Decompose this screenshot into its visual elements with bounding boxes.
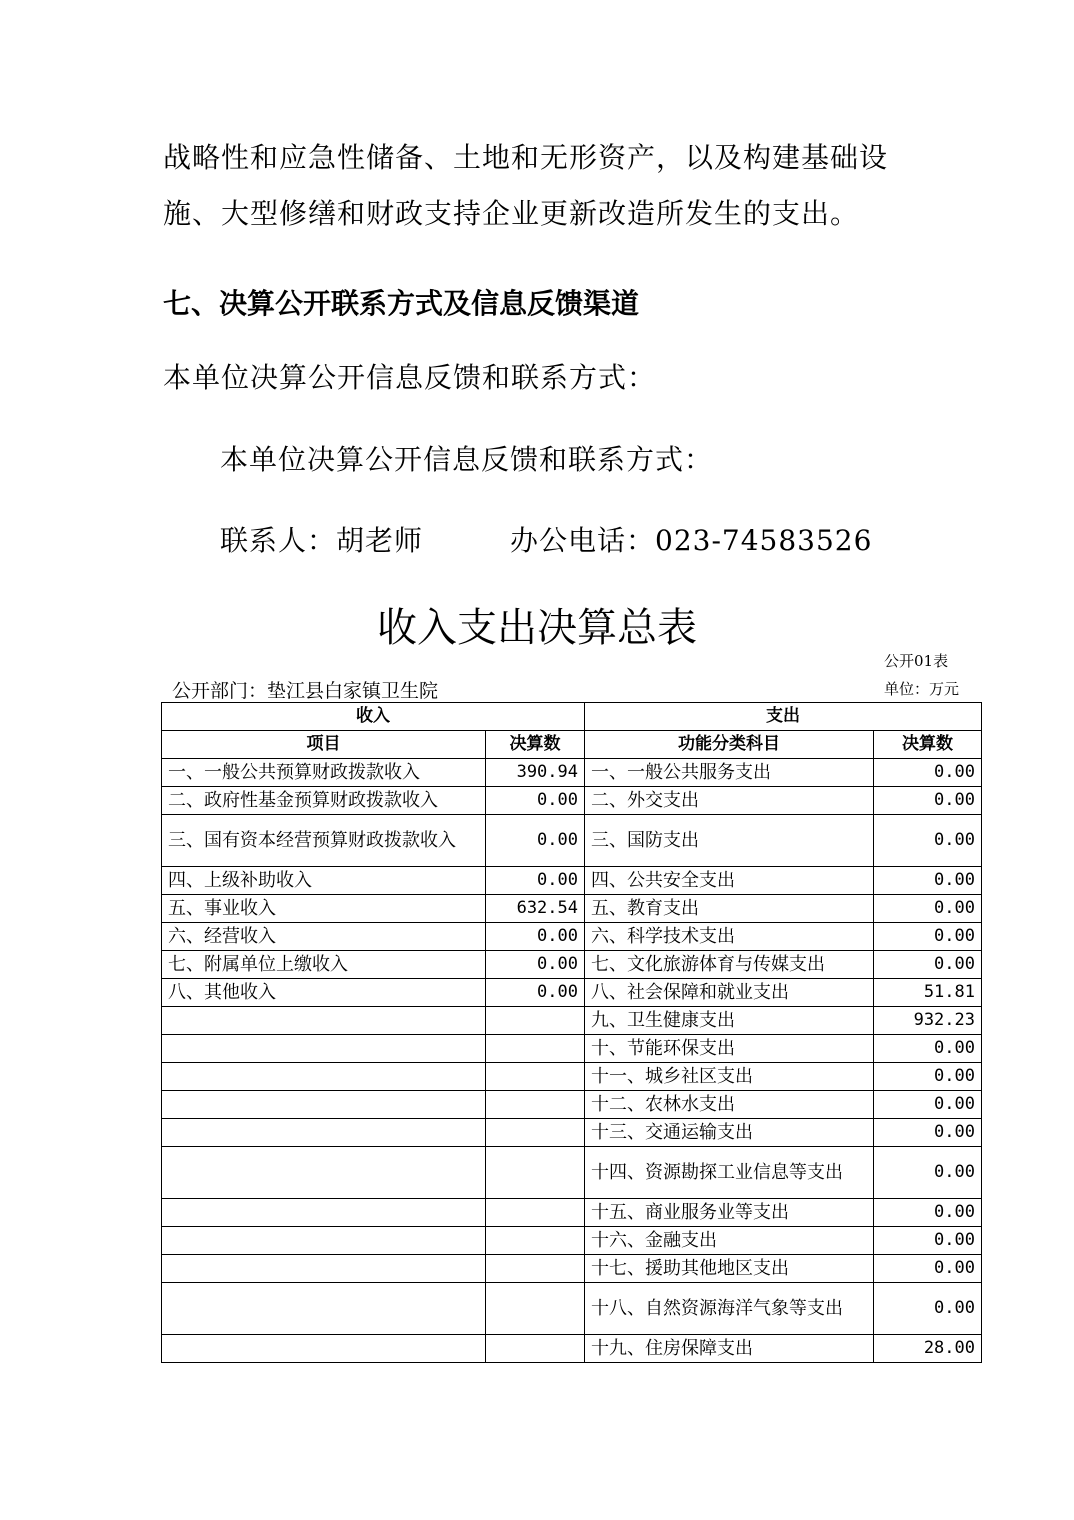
expense-item-cell: 一、一般公共服务支出: [585, 759, 874, 787]
expense-amount-cell: 51.81: [874, 979, 982, 1007]
expense-amount-cell: 0.00: [874, 1255, 982, 1283]
expense-amount-cell: 0.00: [874, 1063, 982, 1091]
income-item-cell: [162, 1199, 486, 1227]
table-row: [162, 867, 982, 895]
expense-item-cell: 七、文化旅游体育与传媒支出: [585, 951, 874, 979]
income-item-cell: 八、其他收入: [162, 979, 486, 1007]
expense-amount-cell: 0.00: [874, 759, 982, 787]
income-amount-cell: 0.00: [486, 815, 585, 867]
table-row: [162, 759, 982, 787]
income-item-cell: [162, 1091, 486, 1119]
income-item-cell: 四、上级补助收入: [162, 867, 486, 895]
income-amount-cell: 0.00: [486, 979, 585, 1007]
expense-item-cell: 十三、交通运输支出: [585, 1119, 874, 1147]
amount2-column-header: 决算数: [874, 731, 982, 759]
income-amount-cell: [486, 1007, 585, 1035]
office-phone: 办公电话：023-74583526: [510, 524, 873, 557]
expense-amount-cell: 0.00: [874, 951, 982, 979]
income-item-cell: 七、附属单位上缴收入: [162, 951, 486, 979]
expense-item-cell: 六、科学技术支出: [585, 923, 874, 951]
income-amount-cell: 0.00: [486, 787, 585, 815]
expense-item-cell: 四、公共安全支出: [585, 867, 874, 895]
income-item-cell: 二、政府性基金预算财政拨款收入: [162, 787, 486, 815]
category-column-header: 功能分类科目: [585, 731, 874, 759]
contact-intro-indented: 本单位决算公开信息反馈和联系方式：: [220, 443, 714, 476]
table-row: [162, 1063, 982, 1091]
expense-item-cell: 二、外交支出: [585, 787, 874, 815]
table-row: [162, 815, 982, 867]
table-row: [162, 1007, 982, 1035]
income-item-cell: 一、一般公共预算财政拨款收入: [162, 759, 486, 787]
table-row: [162, 1227, 982, 1255]
income-expense-table: [161, 702, 982, 1363]
expense-amount-cell: 0.00: [874, 1119, 982, 1147]
expense-item-cell: 十八、自然资源海洋气象等支出: [585, 1283, 874, 1335]
table-row: [162, 1147, 982, 1199]
income-amount-cell: 0.00: [486, 923, 585, 951]
income-amount-cell: [486, 1091, 585, 1119]
expense-item-cell: 十一、城乡社区支出: [585, 1063, 874, 1091]
expense-amount-cell: 0.00: [874, 1199, 982, 1227]
table-row: [162, 787, 982, 815]
expense-header: 支出: [585, 703, 982, 731]
income-item-cell: 五、事业收入: [162, 895, 486, 923]
income-item-cell: [162, 1063, 486, 1091]
income-item-cell: [162, 1255, 486, 1283]
expense-item-cell: 十四、资源勘探工业信息等支出: [585, 1147, 874, 1199]
expense-item-cell: 十六、金融支出: [585, 1227, 874, 1255]
income-item-cell: 三、国有资本经营预算财政拨款收入: [162, 815, 486, 867]
income-amount-cell: [486, 1283, 585, 1335]
column-header-row: [162, 731, 982, 759]
income-amount-cell: [486, 1035, 585, 1063]
table-row: [162, 1255, 982, 1283]
expense-amount-cell: 0.00: [874, 1147, 982, 1199]
amount-column-header: 决算数: [486, 731, 585, 759]
expense-item-cell: 十五、商业服务业等支出: [585, 1199, 874, 1227]
income-amount-cell: [486, 1199, 585, 1227]
expense-amount-cell: 0.00: [874, 1283, 982, 1335]
form-number: 公开01表: [884, 652, 949, 670]
expense-amount-cell: 0.00: [874, 923, 982, 951]
income-item-cell: [162, 1035, 486, 1063]
expense-item-cell: 八、社会保障和就业支出: [585, 979, 874, 1007]
department-label: 公开部门：垫江县白家镇卫生院: [172, 680, 439, 702]
income-amount-cell: 632.54: [486, 895, 585, 923]
income-item-cell: [162, 1227, 486, 1255]
report-title: 收入支出决算总表: [377, 605, 697, 651]
table-row: [162, 923, 982, 951]
expense-amount-cell: 0.00: [874, 815, 982, 867]
income-amount-cell: [486, 1119, 585, 1147]
expense-item-cell: 十、节能环保支出: [585, 1035, 874, 1063]
income-amount-cell: [486, 1227, 585, 1255]
income-amount-cell: 0.00: [486, 867, 585, 895]
contact-person: 联系人：胡老师: [220, 524, 424, 557]
expense-amount-cell: 0.00: [874, 1035, 982, 1063]
body-line-2: 施、大型修缮和财政支持企业更新改造所发生的支出。: [163, 197, 860, 230]
income-amount-cell: [486, 1147, 585, 1199]
item-column-header: 项目: [162, 731, 486, 759]
expense-amount-cell: 0.00: [874, 895, 982, 923]
table-row: [162, 979, 982, 1007]
expense-item-cell: 十七、援助其他地区支出: [585, 1255, 874, 1283]
table-row: [162, 1335, 982, 1363]
expense-amount-cell: 0.00: [874, 1227, 982, 1255]
expense-item-cell: 十九、住房保障支出: [585, 1335, 874, 1363]
income-header: 收入: [162, 703, 585, 731]
expense-item-cell: 五、教育支出: [585, 895, 874, 923]
income-amount-cell: 390.94: [486, 759, 585, 787]
expense-amount-cell: 28.00: [874, 1335, 982, 1363]
income-item-cell: 六、经营收入: [162, 923, 486, 951]
income-item-cell: [162, 1147, 486, 1199]
expense-item-cell: 三、国防支出: [585, 815, 874, 867]
expense-amount-cell: 0.00: [874, 867, 982, 895]
contact-intro: 本单位决算公开信息反馈和联系方式：: [163, 361, 657, 394]
expense-item-cell: 九、卫生健康支出: [585, 1007, 874, 1035]
table-row: [162, 951, 982, 979]
body-line-1: 战略性和应急性储备、土地和无形资产，以及构建基础设: [163, 141, 889, 174]
expense-amount-cell: 932.23: [874, 1007, 982, 1035]
group-header-row: [162, 703, 982, 731]
income-item-cell: [162, 1119, 486, 1147]
expense-amount-cell: 0.00: [874, 1091, 982, 1119]
unit-label: 单位：万元: [884, 680, 960, 698]
income-amount-cell: [486, 1255, 585, 1283]
income-item-cell: [162, 1335, 486, 1363]
income-amount-cell: 0.00: [486, 951, 585, 979]
income-item-cell: [162, 1007, 486, 1035]
table-row: [162, 1199, 982, 1227]
income-amount-cell: [486, 1063, 585, 1091]
table-row: [162, 895, 982, 923]
expense-item-cell: 十二、农林水支出: [585, 1091, 874, 1119]
income-item-cell: [162, 1283, 486, 1335]
section-heading: 七、决算公开联系方式及信息反馈渠道: [163, 287, 640, 320]
table-row: [162, 1091, 982, 1119]
table-row: [162, 1283, 982, 1335]
table-row: [162, 1035, 982, 1063]
expense-amount-cell: 0.00: [874, 787, 982, 815]
income-amount-cell: [486, 1335, 585, 1363]
table-row: [162, 1119, 982, 1147]
